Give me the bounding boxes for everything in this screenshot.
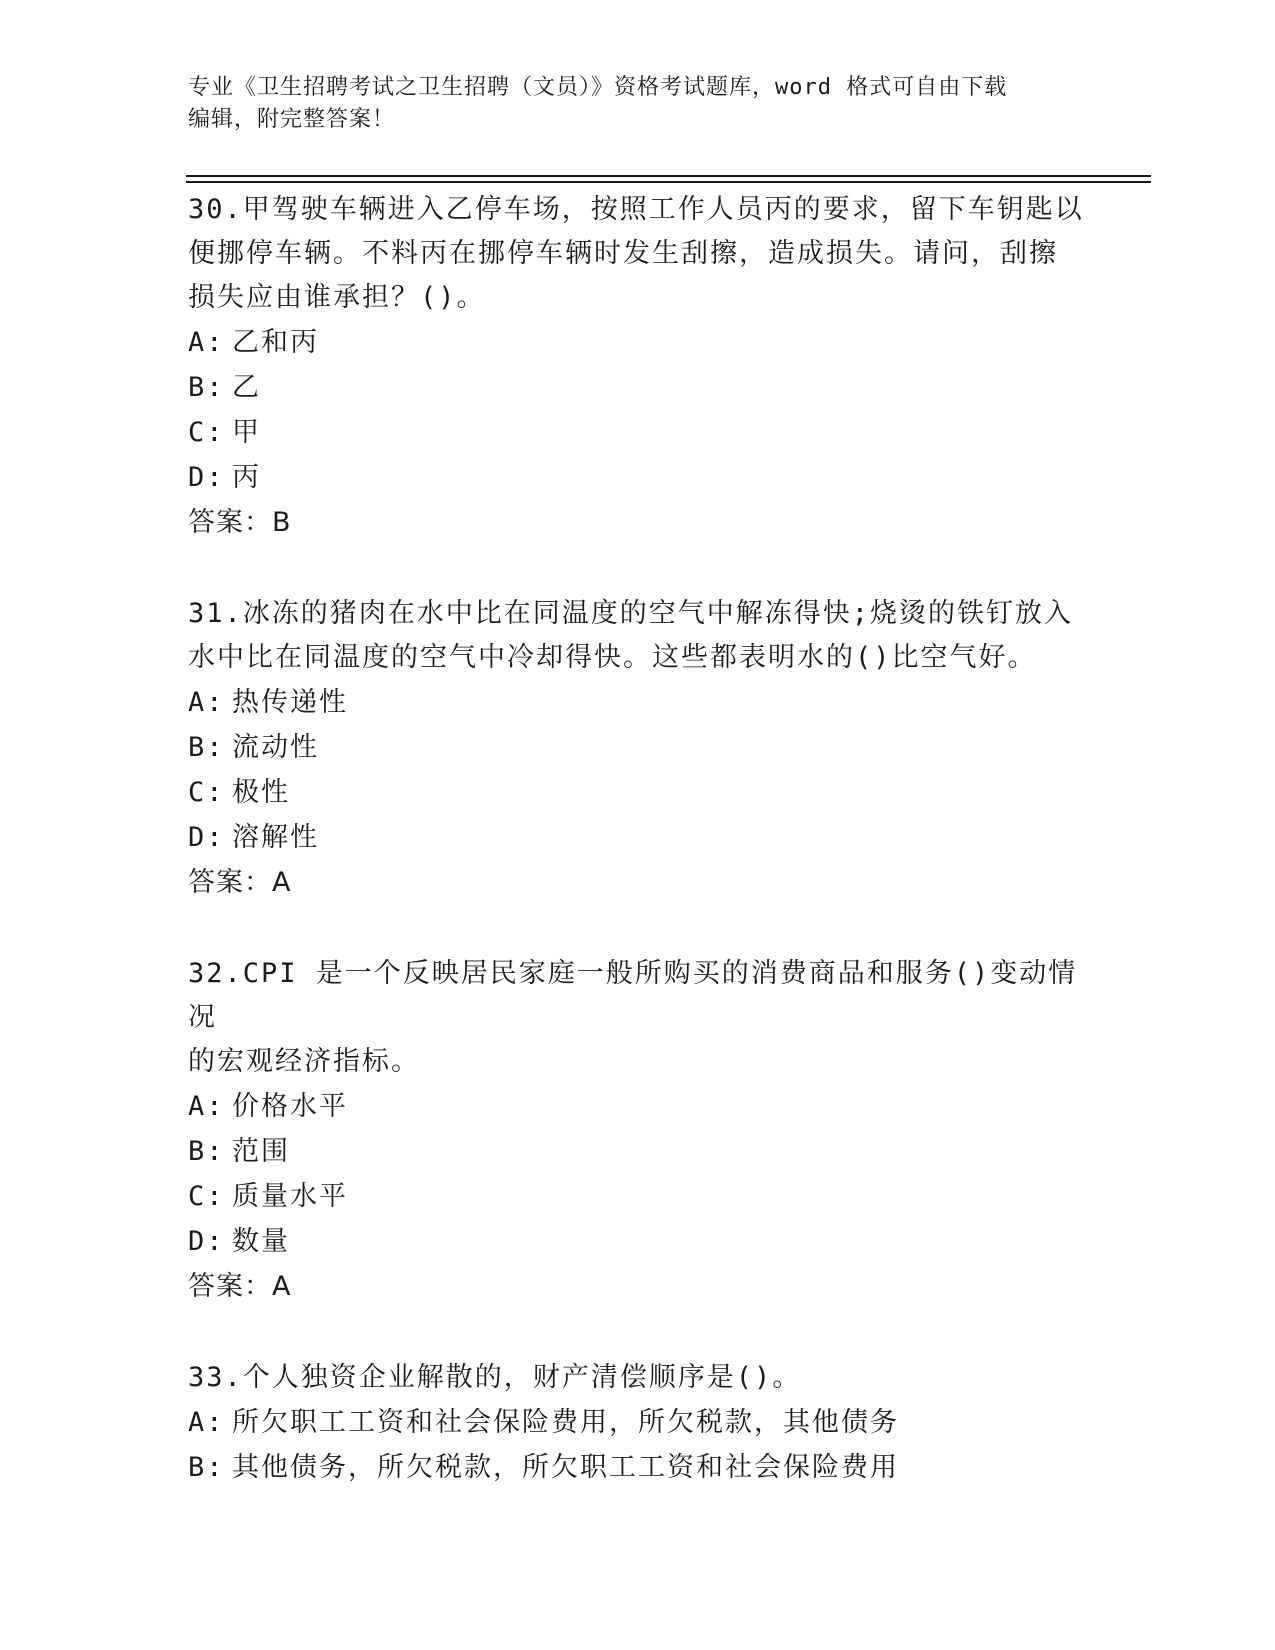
option-key: B: (188, 1452, 225, 1483)
option-text: 数量 (232, 1226, 290, 1257)
option-key: C: (188, 417, 225, 448)
stem-line: 31.冰冻的猪肉在水中比在同温度的空气中解冻得快;烧烫的铁钉放入 (188, 598, 1074, 629)
option-key: D: (188, 1226, 225, 1257)
answer-line: 答案：A (188, 1271, 292, 1302)
option-list (188, 1084, 1088, 1264)
option-list (188, 1400, 1088, 1490)
stem-line: 损失应由谁承担？()。 (188, 282, 486, 313)
option-text: 价格水平 (232, 1091, 348, 1122)
stem-line: 32.CPI 是一个反映居民家庭一般所购买的消费商品和服务()变动情况 (188, 958, 1078, 1033)
option-key: A: (188, 1407, 225, 1438)
option-a (188, 320, 1088, 365)
option-key: A: (188, 327, 225, 358)
stem-line: 30.甲驾驶车辆进入乙停车场，按照工作人员丙的要求，留下车钥匙以 (188, 194, 1084, 225)
option-d (188, 815, 1088, 860)
question-stem (188, 188, 1088, 320)
option-key: A: (188, 687, 225, 718)
option-a (188, 1400, 1088, 1445)
option-list (188, 320, 1088, 500)
option-a (188, 680, 1088, 725)
question-32 (188, 952, 1088, 1310)
option-text: 甲 (232, 417, 261, 448)
option-text: 丙 (232, 462, 261, 493)
option-text: 乙 (232, 372, 261, 403)
stem-line: 的宏观经济指标。 (188, 1046, 420, 1077)
option-c (188, 1174, 1088, 1219)
option-text: 质量水平 (232, 1181, 348, 1212)
option-d (188, 455, 1088, 500)
stem-line: 便挪停车辆。不料丙在挪停车辆时发生刮擦，造成损失。请问，刮擦 (188, 238, 1058, 269)
option-text: 范围 (232, 1136, 290, 1167)
option-text: 极性 (232, 777, 290, 808)
option-d (188, 1219, 1088, 1264)
option-text: 流动性 (232, 732, 319, 763)
header-line-2: 编辑，附完整答案！ (188, 107, 396, 132)
option-b (188, 1445, 1088, 1490)
question-stem (188, 1356, 1088, 1400)
option-key: D: (188, 462, 225, 493)
question-30 (188, 188, 1088, 546)
option-key: B: (188, 1136, 225, 1167)
question-stem (188, 592, 1088, 680)
option-text: 热传递性 (232, 687, 348, 718)
option-b (188, 365, 1088, 410)
stem-line: 水中比在同温度的空气中冷却得快。这些都表明水的()比空气好。 (188, 642, 1037, 673)
option-c (188, 770, 1088, 815)
answer-line: 答案：B (188, 507, 292, 538)
question-list (188, 188, 1088, 1536)
header-divider-top (186, 175, 1151, 177)
document-header (188, 72, 1088, 136)
option-key: D: (188, 822, 225, 853)
question-31 (188, 592, 1088, 906)
answer-line: 答案：A (188, 867, 292, 898)
option-text: 其他债务，所欠税款，所欠职工工资和社会保险费用 (232, 1452, 899, 1483)
option-a (188, 1084, 1088, 1129)
option-key: C: (188, 1181, 225, 1212)
option-c (188, 410, 1088, 455)
option-text: 所欠职工工资和社会保险费用，所欠税款，其他债务 (232, 1407, 899, 1438)
option-key: C: (188, 777, 225, 808)
option-key: B: (188, 732, 225, 763)
option-key: B: (188, 372, 225, 403)
option-key: A: (188, 1091, 225, 1122)
option-text: 乙和丙 (232, 327, 319, 358)
question-stem (188, 952, 1088, 1084)
header-line-1: 专业《卫生招聘考试之卫生招聘（文员）》资格考试题库，word 格式可自由下载 (188, 75, 1008, 100)
option-b (188, 725, 1088, 770)
option-b (188, 1129, 1088, 1174)
option-text: 溶解性 (232, 822, 319, 853)
question-33 (188, 1356, 1088, 1490)
stem-line: 33.个人独资企业解散的，财产清偿顺序是()。 (188, 1362, 802, 1393)
header-divider-bottom (186, 181, 1151, 183)
option-list (188, 680, 1088, 860)
